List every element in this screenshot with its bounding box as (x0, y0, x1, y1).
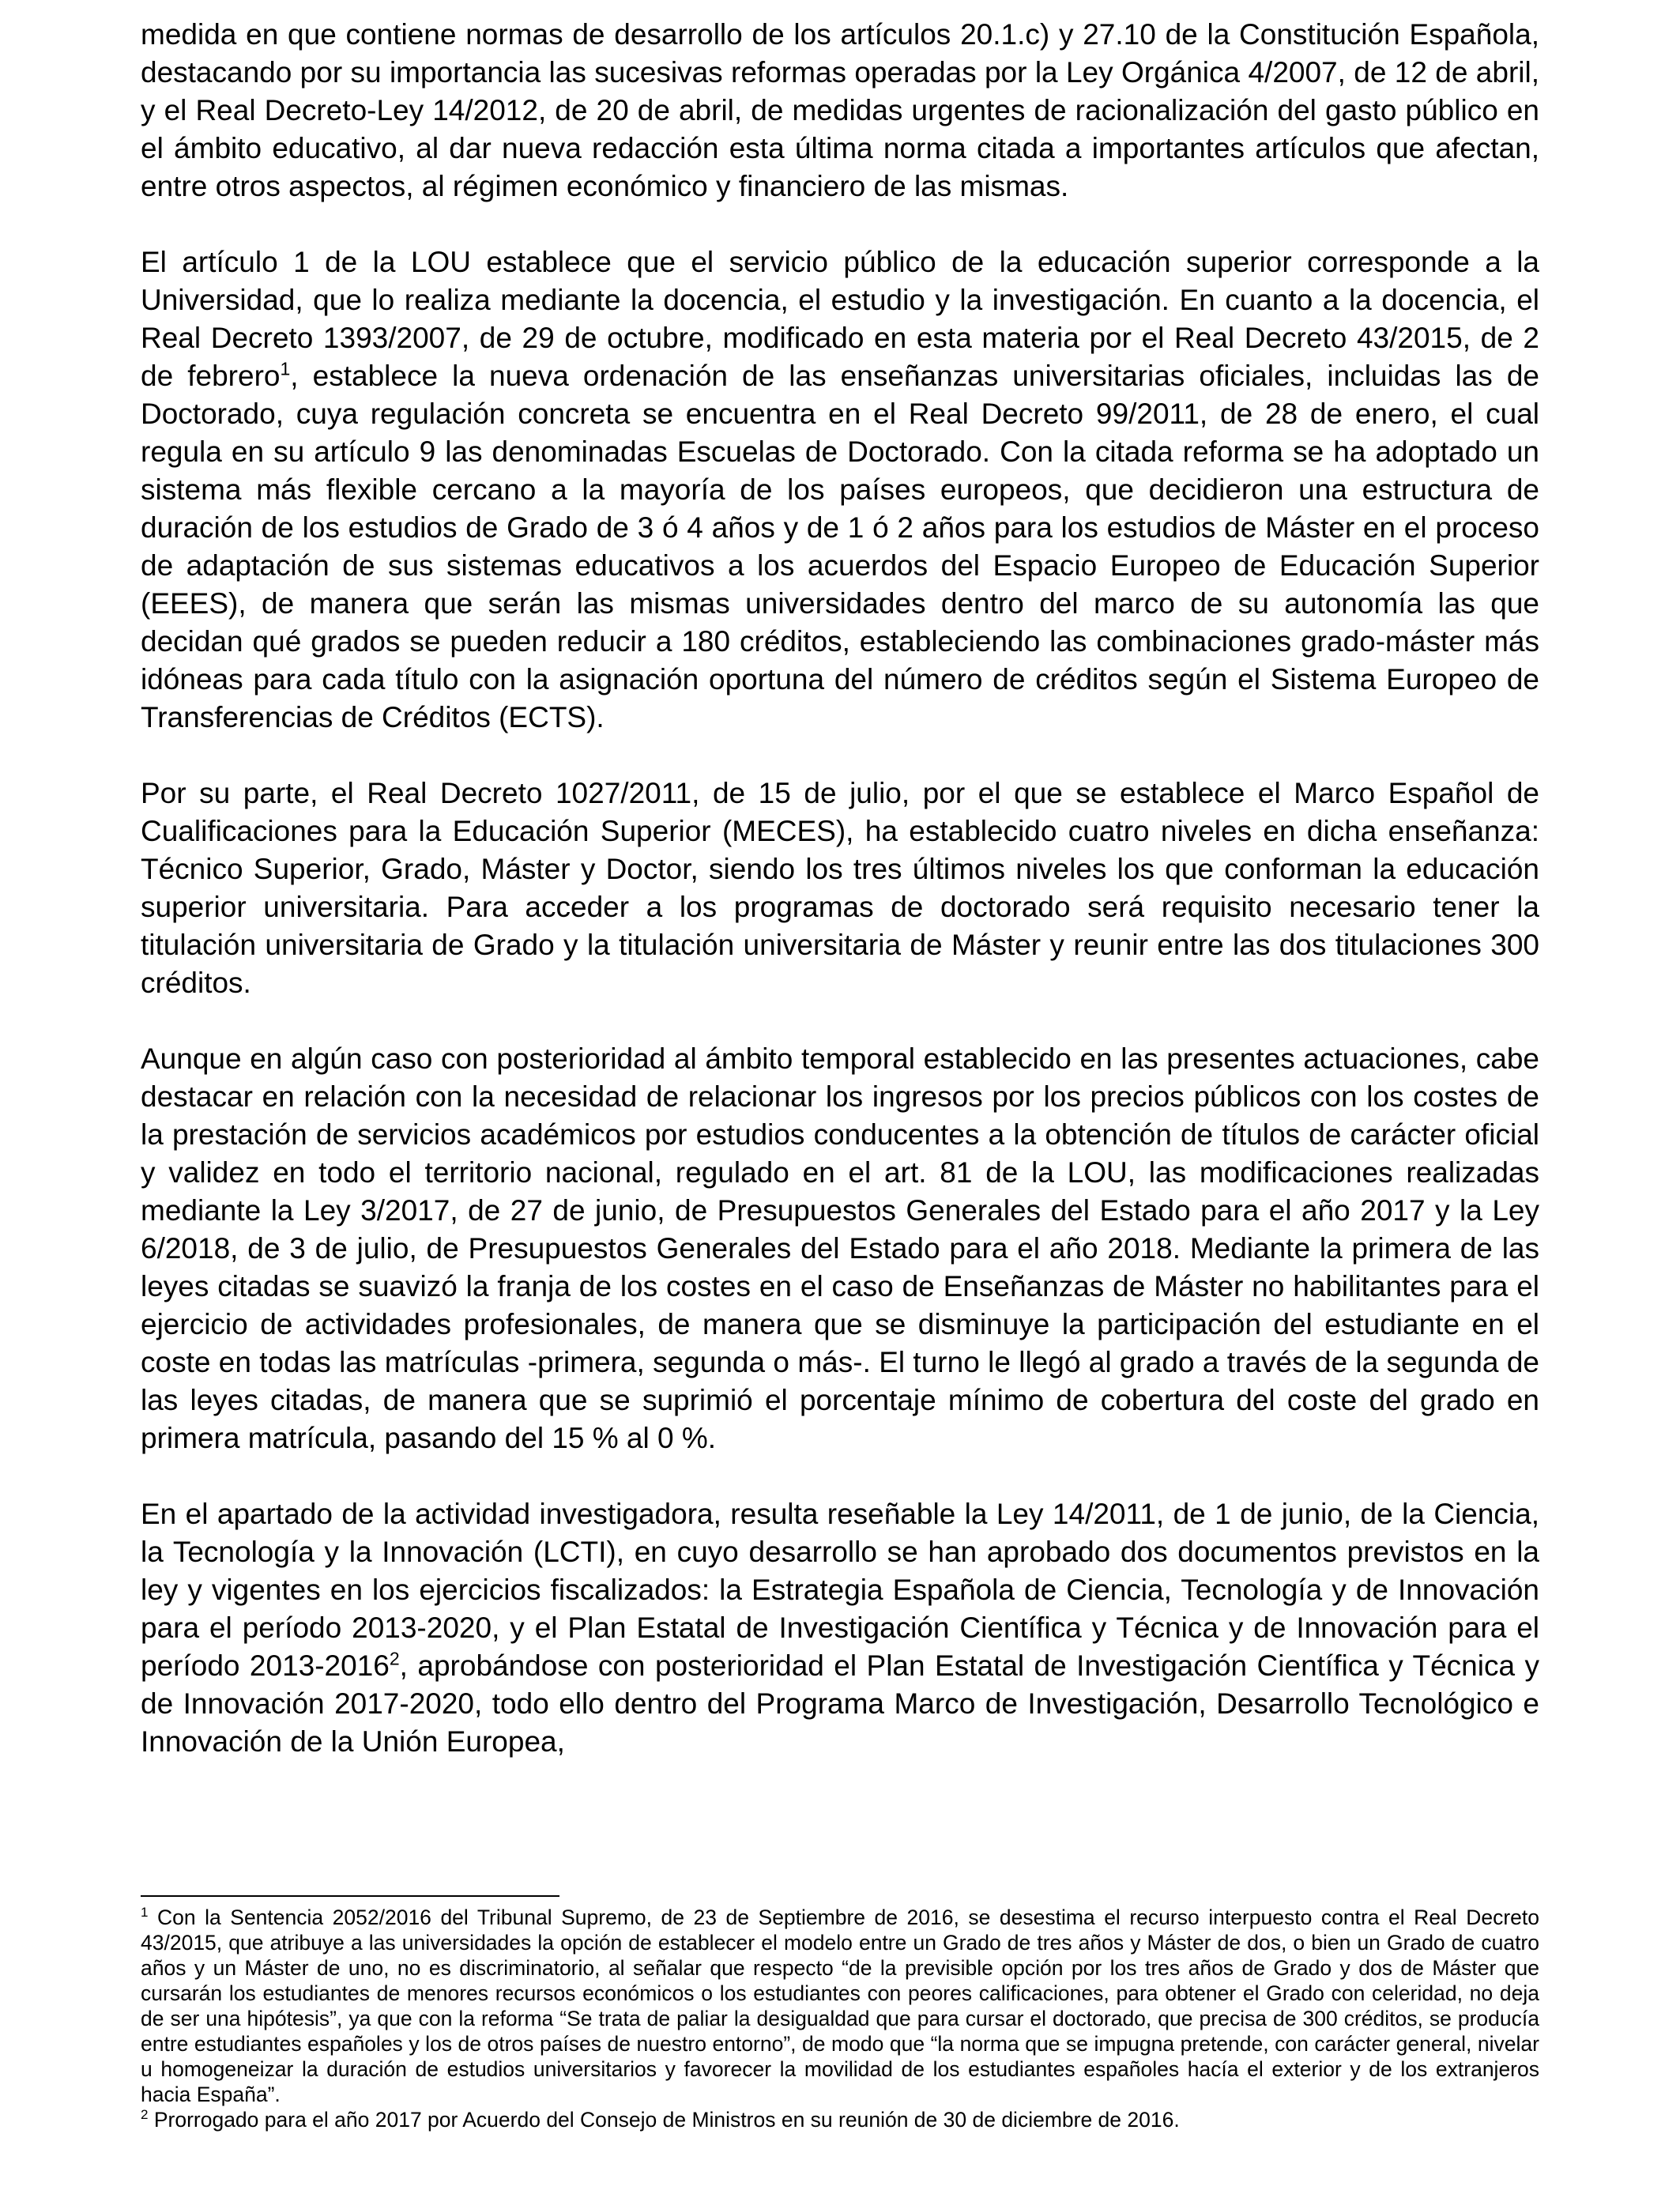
footnote-2 (141, 2107, 1539, 2132)
document-body (141, 16, 1539, 1761)
footnote-text: Con la Sentencia 2052/2016 del Tribunal Supremo, de 23 de Septiembre de 2016, se desestima el recurso interpuesto contra el Real Decreto 43/2015, que atribuye a las universidades la opción de establecer el modelo entre un Grado de tres años y Máster de dos, o bien un Grado de cuatro años y un Máster de uno, no es discriminatorio, al señalar que respecto “de la previsible opción por los tres años de Grado y dos de Máster que cursarán los estudiantes de menores recursos económicos o los estudiantes con peores calificaciones, para obtener el Grado con celeridad, no deja de ser una hipótesis”, ya que con la reforma “Se trata de paliar la desigualdad que para cursar el doctorado, que precisa de 300 créditos, se producía entre estudiantes españoles y los de otros países de nuestro entorno”, de modo que “la norma que se impugna pretende, con carácter general, nivelar u homogeneizar la duración de estudios universitarios y favorecer la movilidad de los estudiantes españoles hacía el exterior y de los extranjeros hacia España”. (141, 1906, 1539, 2106)
paragraph-text: , establece la nueva ordenación de las enseñanzas universitarias oficiales, incluidas las de Doctorado, cuya regulación concreta se encuentra en el Real Decreto 99/2011, de 28 de enero, el cual regula en su artículo 9 las denominadas Escuelas de Doctorado. Con la citada reforma se ha adoptado un sistema más flexible cercano a la mayoría de los países europeos, que decidieron una estructura de duración de los estudios de Grado de 3 ó 4 años y de 1 ó 2 años para los estudios de Máster en el proceso de adaptación de sus sistemas educativos a los acuerdos del Espacio Europeo de Educación Superior (EEES), de manera que serán las mismas universidades dentro del marco de su autonomía las que decidan qué grados se pueden reducir a 180 créditos, estableciendo las combinaciones grado-máster más idóneas para cada título con la asignación oportuna del número de créditos según el Sistema Europeo de Transferencias de Créditos (ECTS). (141, 360, 1539, 733)
paragraph-text: El artículo 1 de la LOU establece que el servicio público de la educación superior corresponde a la Universidad, que lo realiza mediante la docencia, el estudio y la investigación. En cuanto a la docencia, el Real Decreto 1393/2007, de 29 de octubre, modificado en esta materia por el Real Decreto 43/2015, de 2 de febrero (141, 246, 1539, 392)
footnote-ref-1[interactable]: 1 (280, 358, 291, 379)
footnote-number: 2 (141, 2107, 149, 2123)
footnote-ref-2[interactable]: 2 (389, 1648, 400, 1669)
paragraph-research (141, 1495, 1539, 1761)
paragraph-text: , aprobándose con posterioridad el Plan Estatal de Investigación Científica y Técnica y de Innovación 2017-2020, todo ello dentro del Programa Marco de Investigación, Desarrollo Tecnológico e Innovación de la Unión Europea, (141, 1649, 1539, 1758)
footnote-text: Prorrogado para el año 2017 por Acuerdo del Consejo de Ministros en su reunión de 30 de diciembre de 2016. (148, 2108, 1180, 2132)
paragraph-public-prices: Aunque en algún caso con posterioridad al ámbito temporal establecido en las presentes actuaciones, cabe destacar en relación con la necesidad de relacionar los ingresos por los precios públicos con los costes de la prestación de servicios académicos por estudios conducentes a la obtención de títulos de carácter oficial y validez en todo el territorio nacional, regulado en el art. 81 de la LOU, las modificaciones realizadas mediante la Ley 3/2017, de 27 de junio, de Presupuestos Generales del Estado para el año 2017 y la Ley 6/2018, de 3 de julio, de Presupuestos Generales del Estado para el año 2018. Mediante la primera de las leyes citadas se suavizó la franja de los costes en el caso de Enseñanzas de Máster no habilitantes para el ejercicio de actividades profesionales, de manera que se disminuye la participación del estudiante en el coste en todas las matrículas -primera, segunda o más-. El turno le llegó al grado a través de la segunda de las leyes citadas, de manera que se suprimió el porcentaje mínimo de cobertura del coste del grado en primera matrícula, pasando del 15 % al 0 %. (141, 1042, 1539, 1454)
paragraph-lou-article-1 (141, 243, 1539, 737)
footnotes (141, 1905, 1539, 2132)
footnote-number: 1 (141, 1905, 149, 1921)
paragraph-meces: Por su parte, el Real Decreto 1027/2011, de 15 de julio, por el que se establece el Marco Español de Cualificaciones para la Educación Superior (MECES), ha establecido cuatro niveles en dicha enseñanza: Técnico Superior, Grado, Máster y Doctor, siendo los tres últimos niveles los que conforman la educación superior universitaria. Para acceder a los programas de doctorado será requisito necesario tener la titulación universitaria de Grado y la titulación universitaria de Máster y reunir entre las dos titulaciones 300 créditos. (141, 777, 1539, 999)
footnote-1 (141, 1905, 1539, 2107)
paragraph-text: En el apartado de la actividad investigadora, resulta reseñable la Ley 14/2011, de 1 de junio, de la Ciencia, la Tecnología y la Innovación (LCTI), en cuyo desarrollo se han aprobado dos documentos previstos en la ley y vigentes en los ejercicios fiscalizados: la Estrategia Española de Ciencia, Tecnología y de Innovación para el período 2013-2020, y el Plan Estatal de Investigación Científica y Técnica y de Innovación para el período 2013-2016 (141, 1498, 1539, 1682)
paragraph-legal-framework: medida en que contiene normas de desarrollo de los artículos 20.1.c) y 27.10 de la Constitución Española, destacando por su importancia las sucesivas reformas operadas por la Ley Orgánica 4/2007, de 12 de abril, y el Real Decreto-Ley 14/2012, de 20 de abril, de medidas urgentes de racionalización del gasto público en el ámbito educativo, al dar nueva redacción esta última norma citada a importantes artículos que afectan, entre otros aspectos, al régimen económico y financiero de las mismas. (141, 18, 1539, 202)
footnote-separator (141, 1895, 559, 1897)
